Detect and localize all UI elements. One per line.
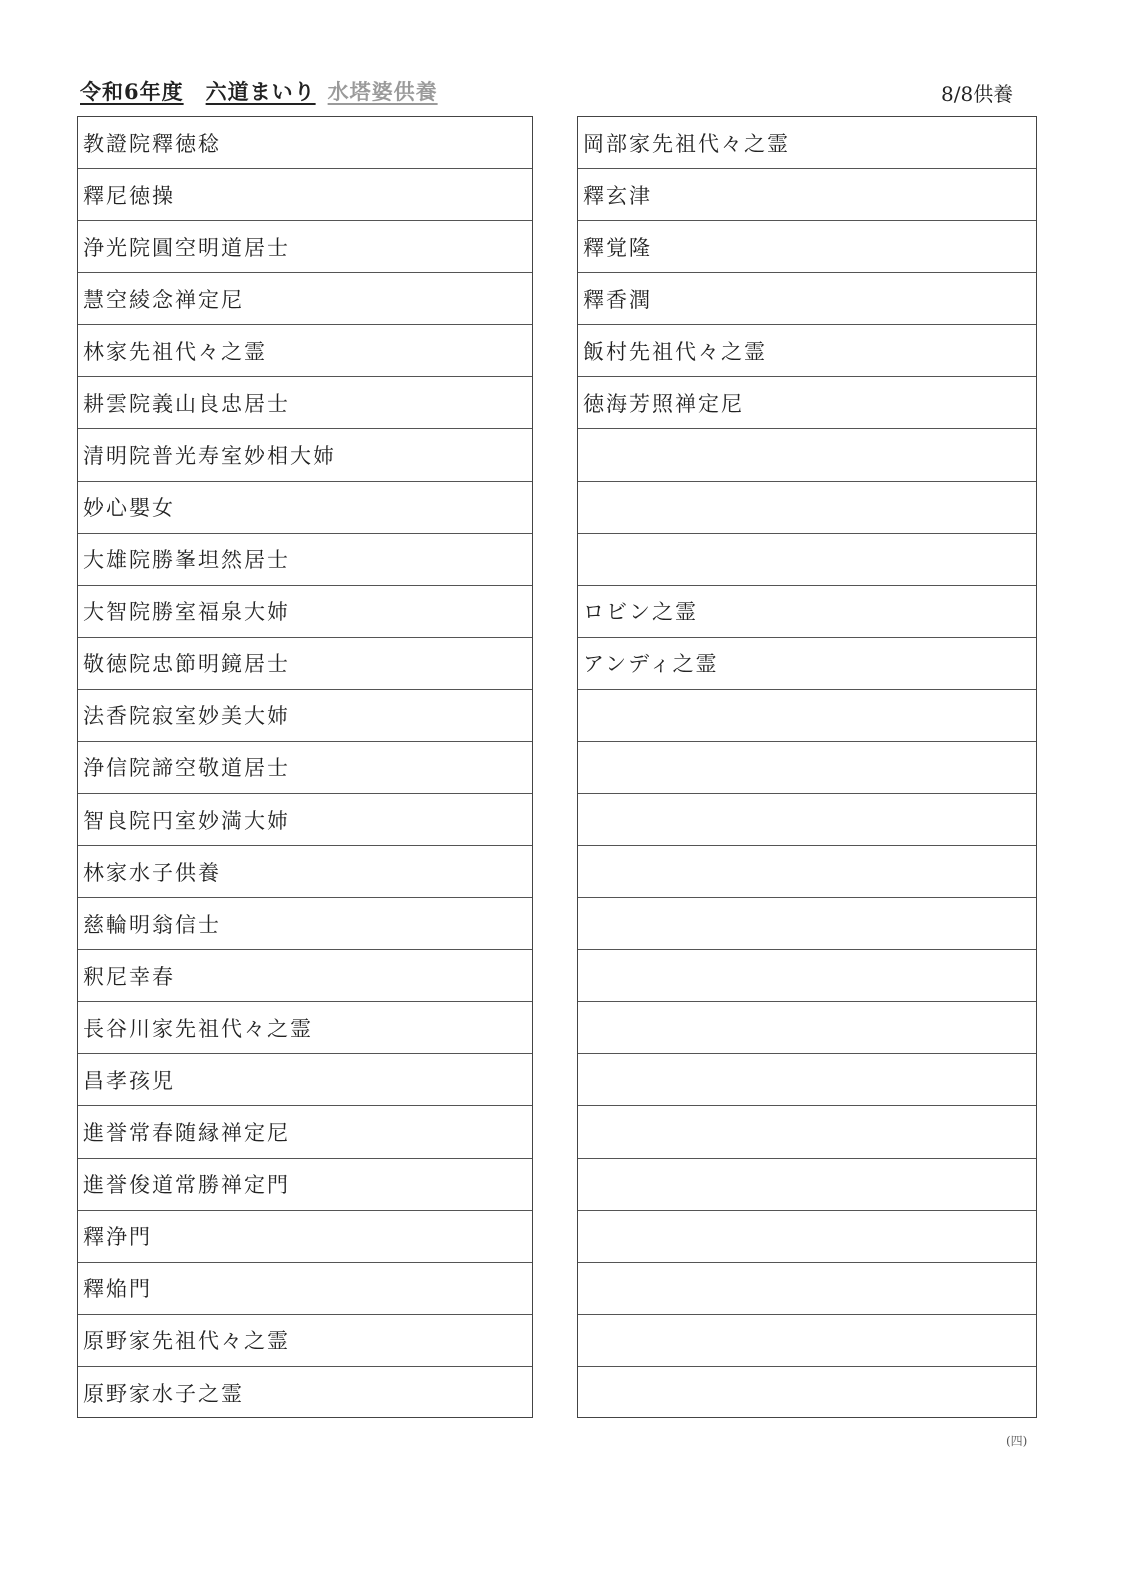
table-row	[578, 794, 1036, 846]
right-name-column	[577, 116, 1037, 1418]
table-row: 大智院勝室福泉大姉	[78, 586, 532, 638]
table-row: 飯村先祖代々之霊	[578, 325, 1036, 377]
table-row: 清明院普光寿室妙相大姉	[78, 429, 532, 481]
table-row: 慧空綾念禅定尼	[78, 273, 532, 325]
table-row	[578, 482, 1036, 534]
table-row: 慈輪明翁信士	[78, 898, 532, 950]
table-row: 釋焔門	[78, 1263, 532, 1315]
table-row: 徳海芳照禅定尼	[578, 377, 1036, 429]
table-row	[578, 534, 1036, 586]
table-row	[578, 429, 1036, 481]
table-row: 進誉常春随縁禅定尼	[78, 1106, 532, 1158]
service-date: 8/8供養	[941, 82, 1014, 106]
table-row	[578, 1263, 1036, 1315]
table-row	[578, 1211, 1036, 1263]
table-row: 釋覚隆	[578, 221, 1036, 273]
title-event: 六道まいり	[205, 79, 316, 104]
page-number: (四)	[1006, 1434, 1028, 1448]
table-row: 妙心嬰女	[78, 482, 532, 534]
table-row	[578, 1315, 1036, 1367]
table-row	[578, 898, 1036, 950]
table-row: 耕雲院義山良忠居士	[78, 377, 532, 429]
table-row: 教證院釋徳稔	[78, 117, 532, 169]
table-row: 釋玄津	[578, 169, 1036, 221]
table-row: アンディ之霊	[578, 638, 1036, 690]
table-row: 林家先祖代々之霊	[78, 325, 532, 377]
table-row: 釋尼徳操	[78, 169, 532, 221]
table-row	[578, 690, 1036, 742]
table-row	[578, 1054, 1036, 1106]
title-year: 令和6年度	[80, 79, 184, 104]
table-row: 釈尼幸春	[78, 950, 532, 1002]
table-row: 浄信院諦空敬道居士	[78, 742, 532, 794]
table-row	[578, 1367, 1036, 1419]
table-row: 長谷川家先祖代々之霊	[78, 1002, 532, 1054]
table-row: 釋浄門	[78, 1211, 532, 1263]
table-row: 大雄院勝峯坦然居士	[78, 534, 532, 586]
table-row	[578, 1159, 1036, 1211]
left-name-column	[77, 116, 533, 1418]
table-row: 岡部家先祖代々之霊	[578, 117, 1036, 169]
table-row: 昌孝孩児	[78, 1054, 532, 1106]
table-row: 浄光院圓空明道居士	[78, 221, 532, 273]
table-row	[578, 950, 1036, 1002]
table-row	[578, 846, 1036, 898]
table-row: 進誉俊道常勝禅定門	[78, 1159, 532, 1211]
page-title	[80, 76, 438, 106]
table-row: 智良院円室妙満大姉	[78, 794, 532, 846]
table-row: 釋香潤	[578, 273, 1036, 325]
table-row	[578, 742, 1036, 794]
table-row: 林家水子供養	[78, 846, 532, 898]
table-row	[578, 1002, 1036, 1054]
table-row: 法香院寂室妙美大姉	[78, 690, 532, 742]
table-row: ロビン之霊	[578, 586, 1036, 638]
title-service: 水塔婆供養	[327, 79, 438, 104]
table-row: 敬徳院忠節明鏡居士	[78, 638, 532, 690]
table-row: 原野家先祖代々之霊	[78, 1315, 532, 1367]
table-row: 原野家水子之霊	[83, 1381, 244, 1406]
table-row	[578, 1106, 1036, 1158]
